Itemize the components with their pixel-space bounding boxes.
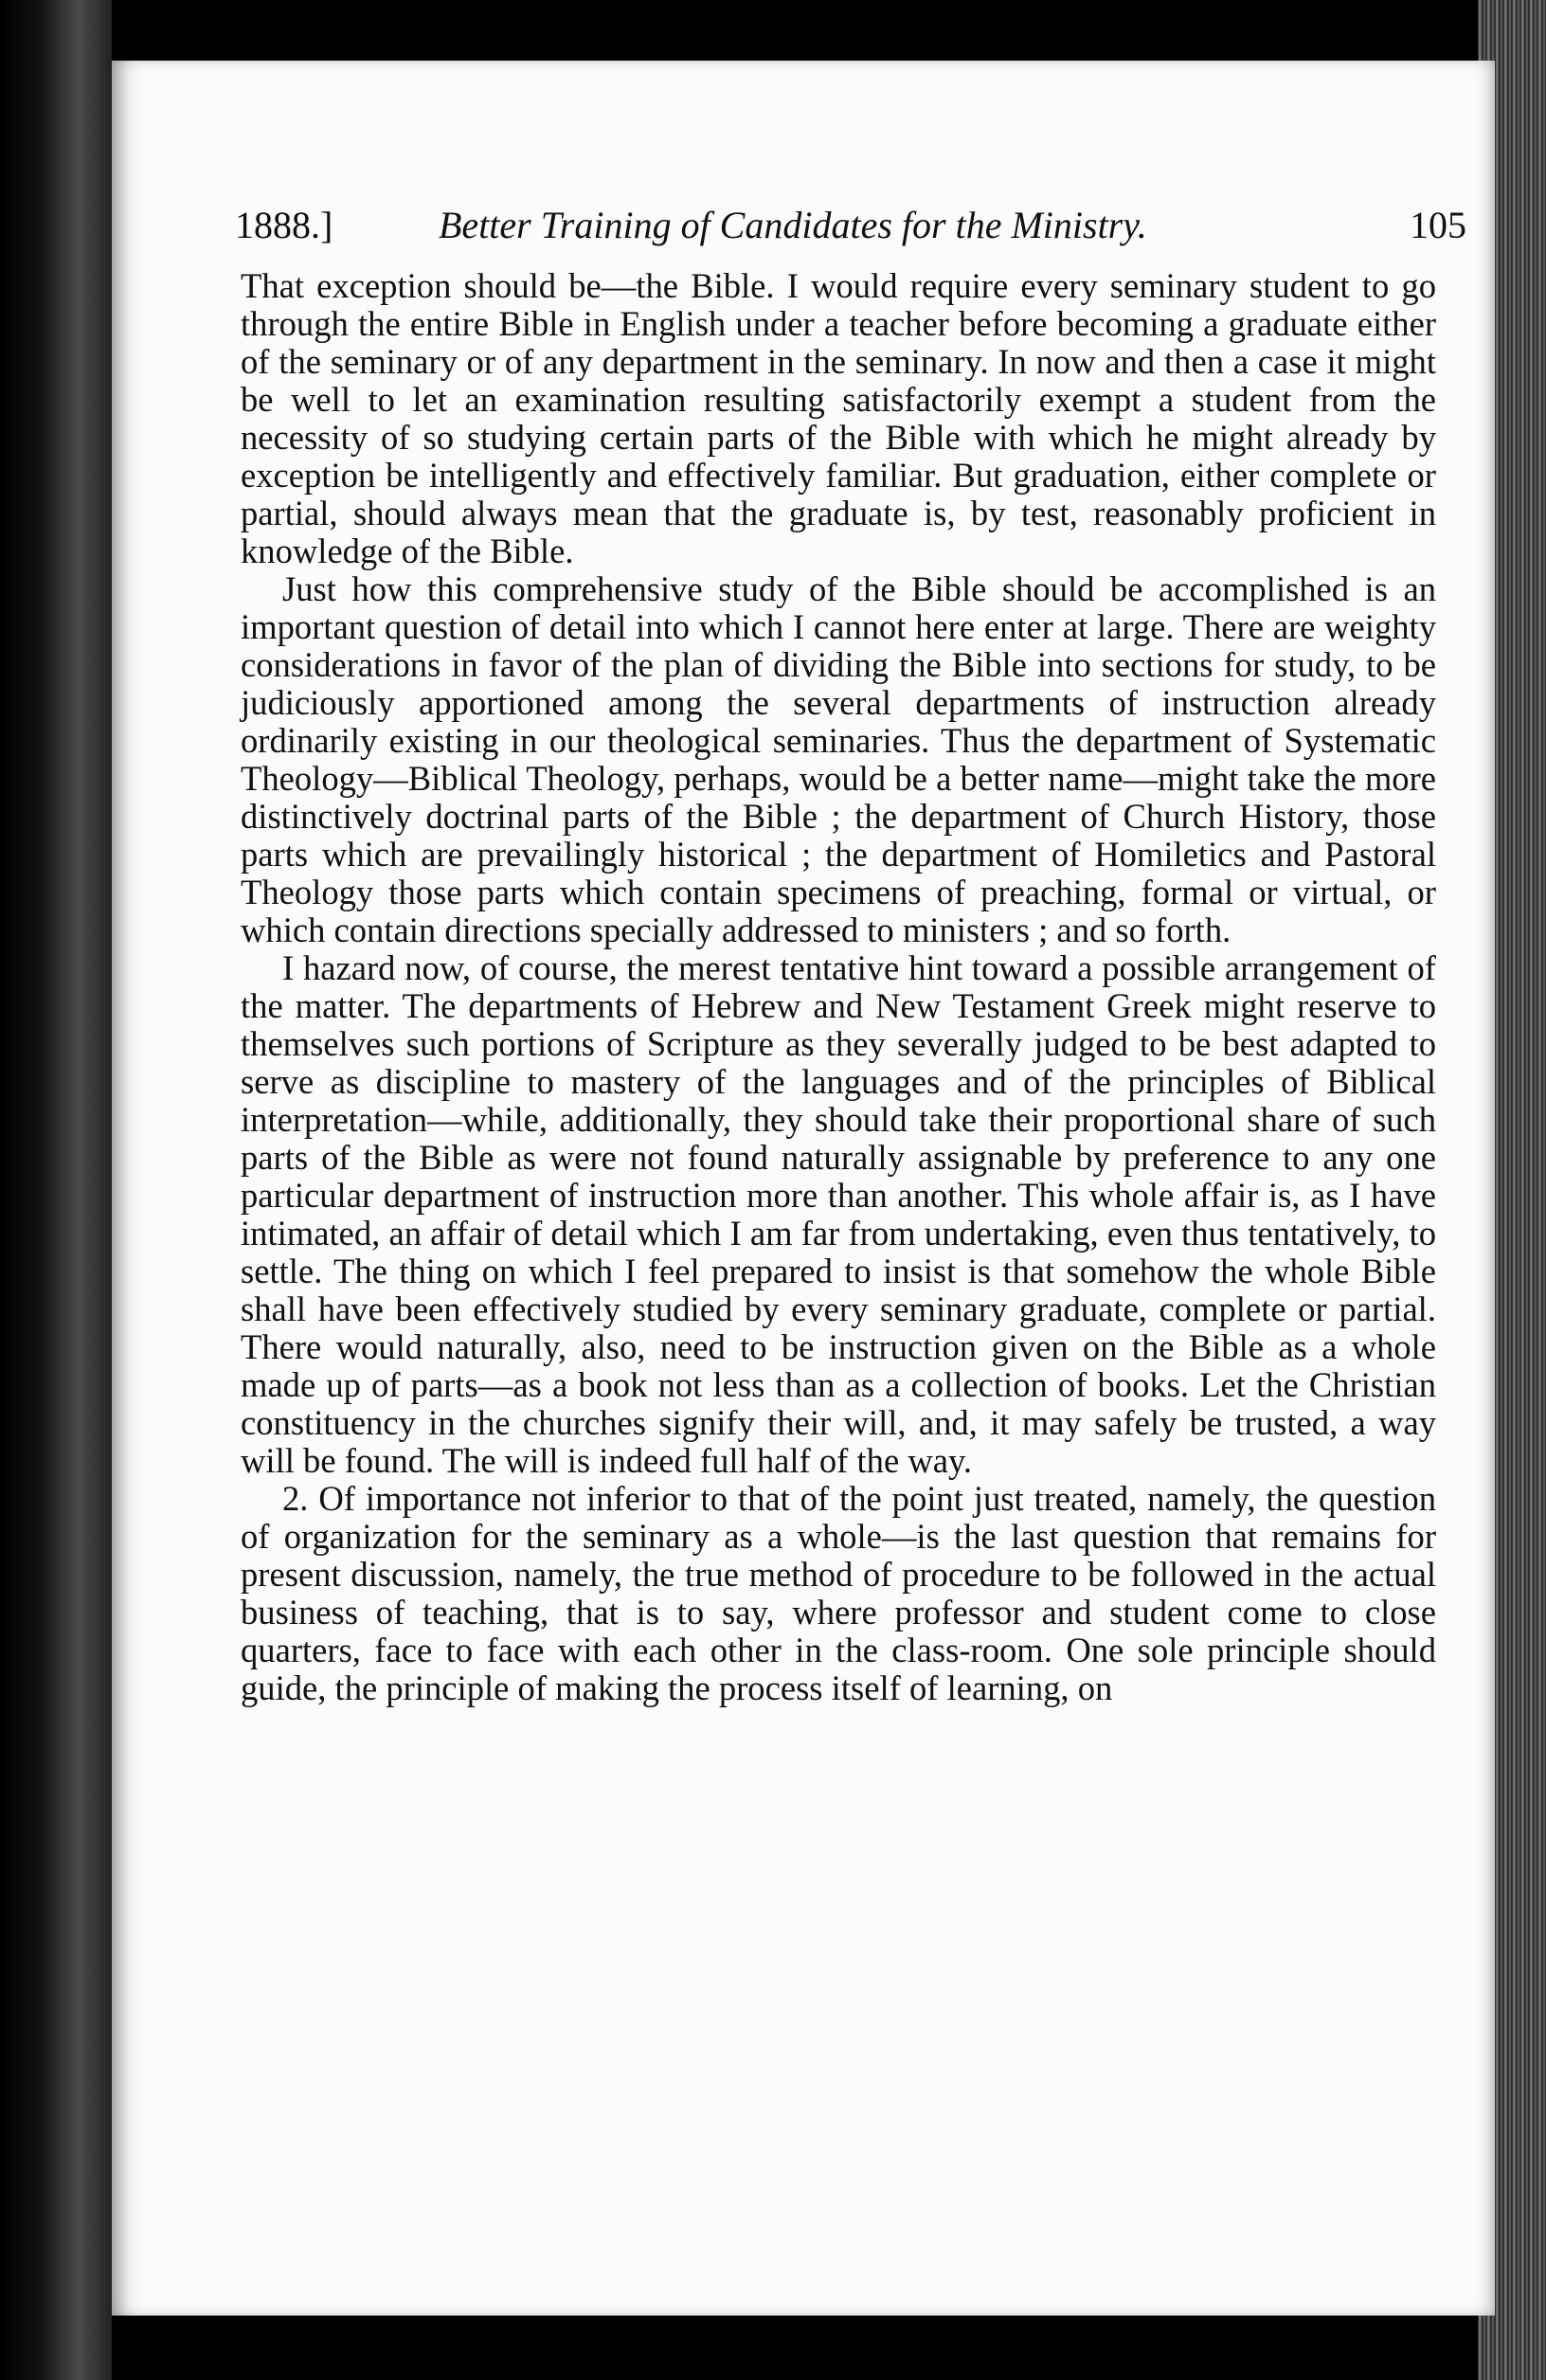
paragraph-3: I hazard now, of course, the merest tentative hint toward a possible arrangement of the matter. The departments of Hebrew and New Testament Greek might reserve to themselves such portions of Scripture as they severally judged to be best adapted to serve as discipline to mastery of the languages and of the principles of Biblical interpretation—while, additionally, they should take their proportional share of such parts of the Bible as were not found naturally assignable by preference to any one particular department of instruction more than another. This whole affair is, as I have intimated, an affair of detail which I am far from undertaking, even thus tentatively, to settle. The thing on which I feel prepared to insist is that somehow the whole Bible shall have been effectively studied by every seminary graduate, complete or partial. There would naturally, also, need to be instruction given on the Bible as a whole made up of parts—as a book not less than as a collection of books. Let the Christian constituency in the churches signify their will, and, it may safely be trusted, a way will be found. The will is indeed full half of the way. <box>241 948 1436 1480</box>
running-head-title: Better Training of Candidates for the Ministry. <box>439 204 1147 246</box>
body-text <box>241 267 1436 1707</box>
paragraph-1: That exception should be—the Bible. I would require every seminary student to go through the entire Bible in English under a teacher before becoming a graduate either of the seminary or of any department in the seminary. In now and then a case it might be well to let an examination resulting satisfactorily exempt a student from the necessity of so studying certain parts of the Bible with which he might already by exception be intelligently and effectively familiar. But graduation, either complete or partial, should always mean that the graduate is, by test, reasonably proficient in knowledge of the Bible. <box>241 266 1436 570</box>
book-page <box>112 61 1495 2316</box>
paragraph-2: Just how this comprehensive study of the Bible should be accomplished is an important question of detail into which I cannot here enter at large. There are weighty considerations in favor of the plan of dividing the Bible into sections for study, to be judiciously apportioned among the several departments of instruction already ordinarily existing in our theological seminaries. Thus the department of Systematic Theology—Biblical Theology, perhaps, would be a better name—might take the more distinctively doctrinal parts of the Bible ; the department of Church History, those parts which are prevailingly historical ; the department of Homiletics and Pastoral Theology those parts which contain specimens of preaching, formal or virtual, or which contain directions specially addressed to ministers ; and so forth. <box>241 569 1436 949</box>
book-gutter <box>0 0 112 2380</box>
running-head <box>235 203 1466 260</box>
page-number: 105 <box>1410 204 1466 246</box>
paragraph-4: 2. Of importance not inferior to that of the point just treated, namely, the question of organization for the seminary as a whole—is the last question that remains for present discussion, namely, the true method of procedure to be followed in the actual business of teaching, that is to say, where professor and student come to close quarters, face to face with each other in the class-room. One sole principle should guide, the principle of making the process itself of learning, on <box>241 1479 1436 1707</box>
running-head-year: 1888.] <box>235 204 333 246</box>
